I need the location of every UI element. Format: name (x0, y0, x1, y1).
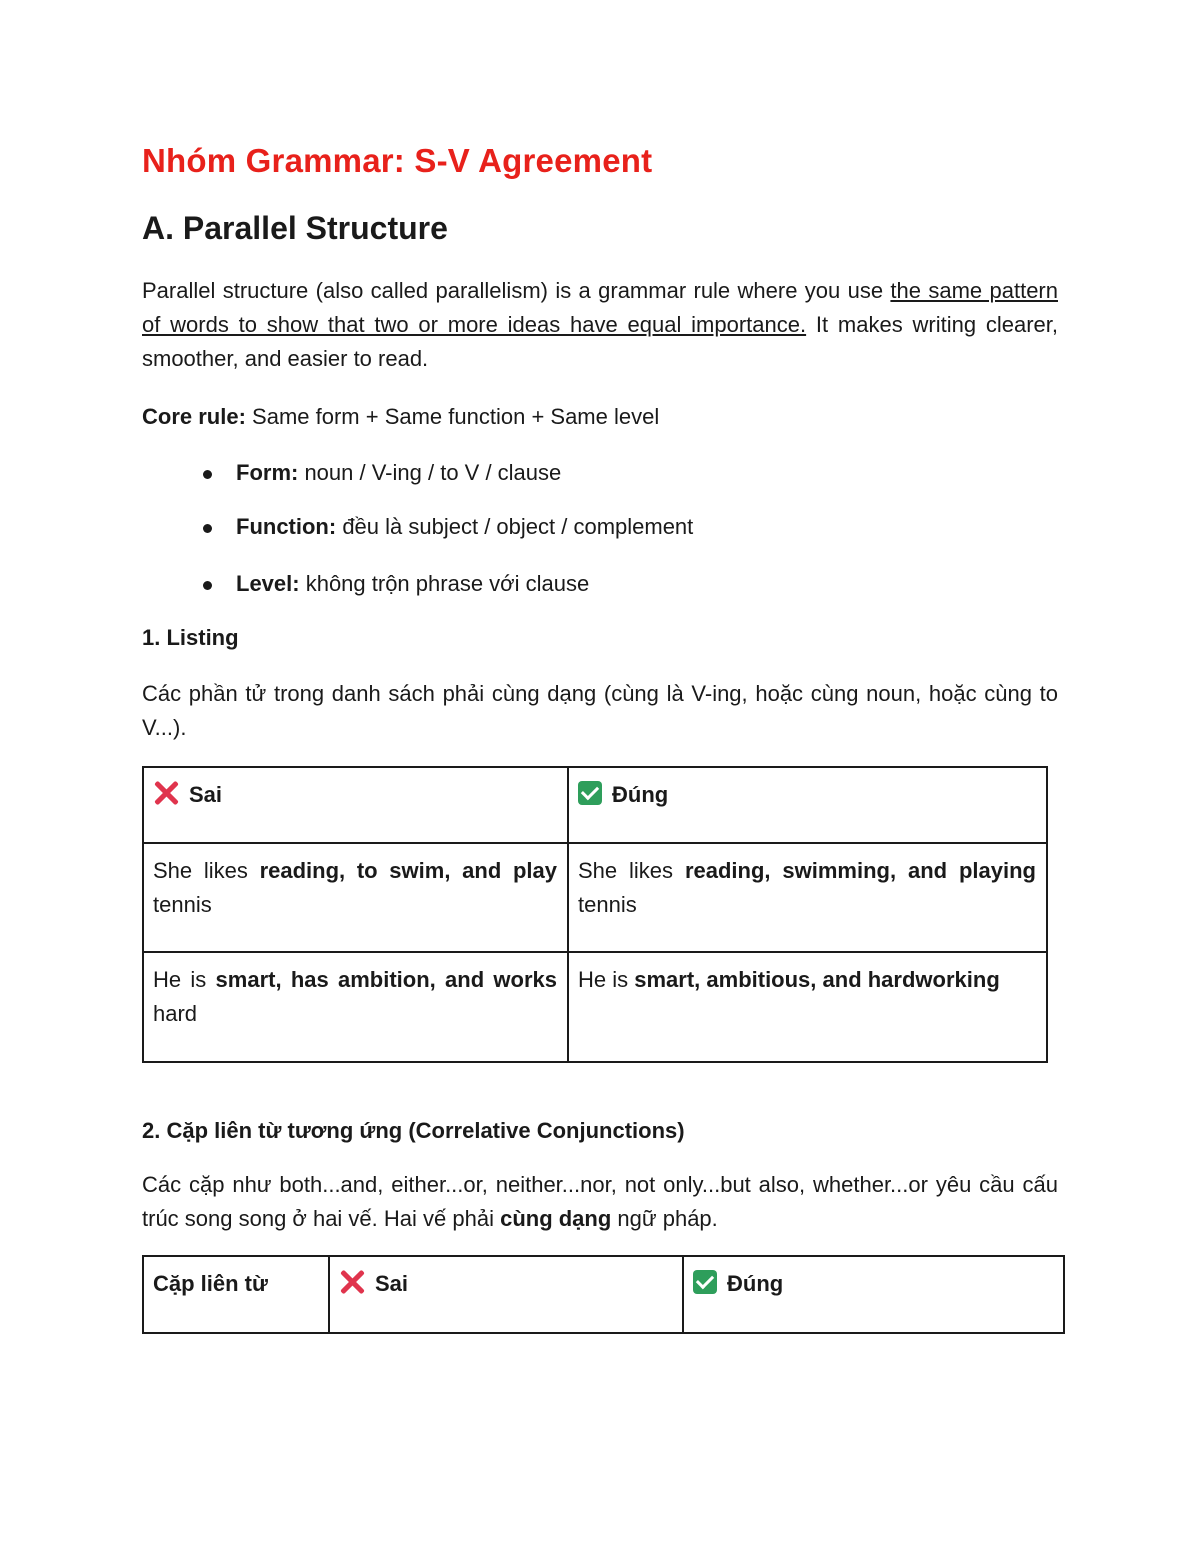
intro-text-2: It makes writing clearer, smoother, and easier to read. (142, 312, 1059, 371)
correlative-description (142, 1168, 1058, 1236)
core-rule-text: Same form + Same function + Same level (245, 404, 660, 429)
header-wrong-cell (329, 1256, 683, 1333)
core-rule-label: Core rule: (142, 404, 246, 429)
header-wrong-label: Sai (375, 1271, 409, 1296)
intro-text-1: Parallel structure (also called parallelism) is a grammar rule where you use (142, 278, 891, 303)
header-right-cell (568, 767, 1047, 843)
table-header-row (143, 1256, 1064, 1333)
core-rule (142, 400, 659, 434)
bullet-form (236, 456, 561, 490)
right-example-cell (568, 843, 1047, 952)
bullet-text: noun / V-ing / to V / clause (298, 460, 562, 485)
correlative-text-2: ngữ pháp. (611, 1206, 718, 1231)
example-bold-text: reading, swimming, and playing (684, 858, 1036, 883)
header-right-label: Đúng (727, 1271, 784, 1296)
example-text: She likes (578, 858, 685, 883)
bullet-label: Function: (236, 514, 337, 539)
bullet-dot-icon (203, 524, 212, 533)
header-wrong-cell (143, 767, 568, 843)
listing-heading: 1. Listing (142, 625, 239, 650)
correlative-bold-text: cùng dạng (500, 1206, 612, 1231)
check-mark-icon (693, 1270, 717, 1294)
table-row (143, 843, 1047, 952)
listing-table (142, 766, 1048, 1063)
intro-paragraph (142, 274, 1058, 376)
cross-mark-icon (339, 1269, 365, 1295)
table-row (143, 952, 1047, 1062)
header-pair-label: Cặp liên từ (153, 1271, 268, 1296)
wrong-example-cell (143, 952, 568, 1062)
bullet-label: Level: (236, 571, 300, 596)
bullet-text: không trộn phrase với clause (299, 571, 590, 596)
listing-description: Các phần tử trong danh sách phải cùng dạng (cùng là V-ing, hoặc cùng noun, hoặc cùng to V...). (142, 681, 1058, 740)
wrong-example-cell (143, 843, 568, 952)
bullet-dot-icon (203, 581, 212, 590)
example-text: He is (578, 967, 635, 992)
bullet-dot-icon (203, 470, 212, 479)
example-text: He is (153, 967, 216, 992)
header-wrong-label: Sai (189, 782, 223, 807)
correlative-heading: 2. Cặp liên từ tương ứng (Correlative Conjunctions) (142, 1118, 685, 1143)
correlative-table (142, 1255, 1065, 1334)
example-text: She likes (153, 858, 260, 883)
example-text: tennis (153, 892, 212, 917)
example-bold-text: smart, ambitious, and hardworking (634, 967, 1000, 992)
header-right-label: Đúng (612, 782, 669, 807)
example-text: tennis (578, 892, 637, 917)
table-header-row (143, 767, 1047, 843)
correlative-text-1: Các cặp như both...and, either...or, neither...nor, not only...but also, whether...or yêu cầu cấu trúc song song ở hai vế. Hai vế phải (142, 1172, 1058, 1231)
check-mark-icon (578, 781, 602, 805)
header-right-cell (683, 1256, 1064, 1333)
intro-underlined-text: the same pattern of words to show that two or more ideas have equal importance. (142, 278, 1058, 337)
cross-mark-icon (153, 780, 179, 806)
bullet-function (236, 510, 693, 544)
example-bold-text: reading, to swim, and play (259, 858, 557, 883)
right-example-cell (568, 952, 1047, 1062)
header-pair-cell (143, 1256, 329, 1333)
example-text: hard (153, 1001, 198, 1026)
bullet-level (236, 567, 589, 601)
document-title: Nhóm Grammar: S-V Agreement (142, 142, 653, 179)
bullet-label: Form: (236, 460, 299, 485)
bullet-text: đều là subject / object / complement (336, 514, 694, 539)
section-a-heading: A. Parallel Structure (142, 210, 448, 246)
example-bold-text: smart, has ambition, and works (215, 967, 557, 992)
